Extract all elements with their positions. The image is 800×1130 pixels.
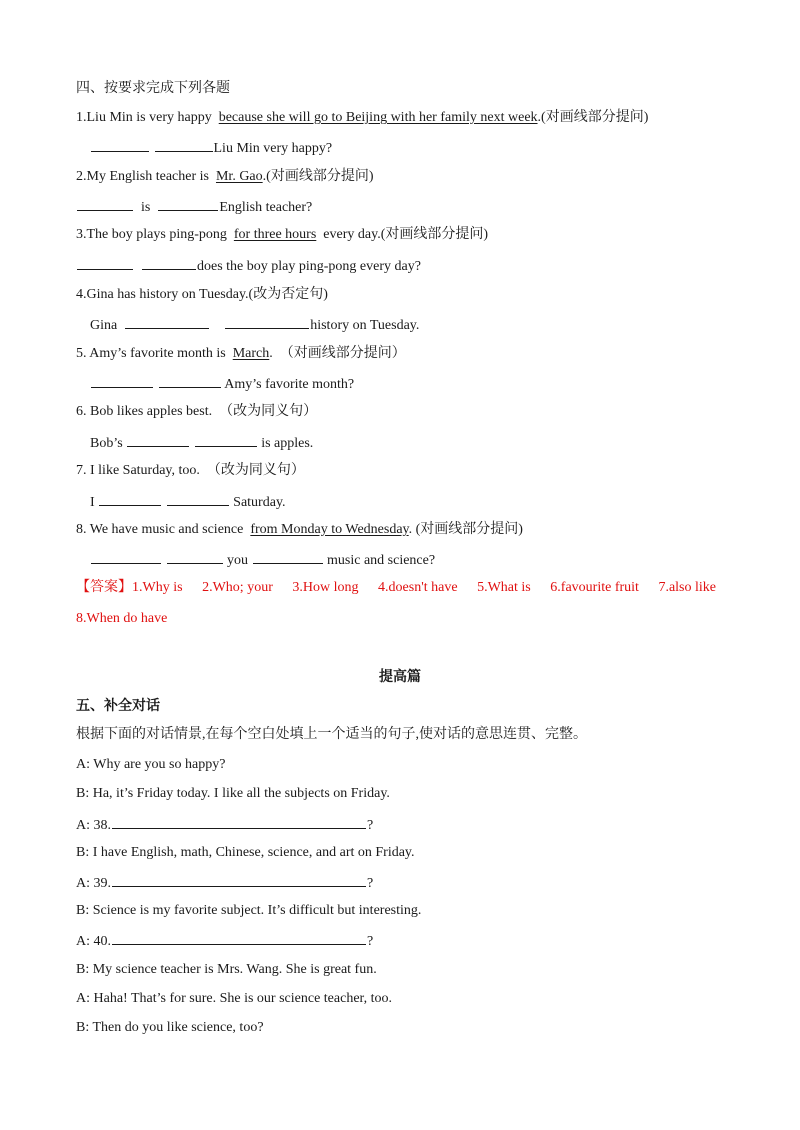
q1-underlined: because she will go to Beijing with her family next week xyxy=(218,110,538,125)
blank[interactable] xyxy=(167,549,223,564)
blank[interactable] xyxy=(91,137,149,152)
q3-answer-text: does the boy play ping-pong every day? xyxy=(197,259,421,274)
answer-key-item-8: 8.When do have xyxy=(76,611,168,626)
question-7: 7. I like Saturday, too. （改为同义句） xyxy=(76,463,305,478)
question-5 xyxy=(76,344,406,364)
q1-text: 1.Liu Min is very happy xyxy=(76,110,219,125)
q3-text: 3.The boy plays ping-pong xyxy=(76,227,234,242)
answer-key-item-4: 4.doesn't have xyxy=(378,580,458,595)
answer-key-item-3: 3.How long xyxy=(292,580,359,595)
blank[interactable] xyxy=(77,255,133,270)
dialogue-line-1: A: Why are you so happy? xyxy=(76,757,226,772)
answer-blank-39[interactable] xyxy=(112,872,366,887)
dialogue-line-39: A: 39. ? xyxy=(76,872,373,894)
dialogue-line-2: B: Ha, it’s Friday today. I like all the subjects on Friday. xyxy=(76,786,390,801)
q3-answer-line xyxy=(76,255,421,277)
blank[interactable] xyxy=(91,549,161,564)
blank[interactable] xyxy=(142,255,196,270)
q8-underlined: from Monday to Wednesday xyxy=(250,522,409,537)
blank[interactable] xyxy=(195,432,257,447)
answer-key-item-5: 5.What is xyxy=(477,580,531,595)
q5-answer-line xyxy=(90,373,354,395)
blank[interactable] xyxy=(167,491,229,506)
blank[interactable] xyxy=(155,137,213,152)
question-6: 6. Bob likes apples best. （改为同义句） xyxy=(76,404,318,419)
answer-blank-40[interactable] xyxy=(112,930,366,945)
dialogue-line-8: B: My science teacher is Mrs. Wang. She is great fun. xyxy=(76,962,377,977)
answer-blank-38[interactable] xyxy=(112,814,366,829)
section5-instruction: 根据下面的对话情景,在每个空白处填上一个适当的句子,使对话的意思连贯、完整。 xyxy=(76,727,587,742)
q5-answer-text: Amy’s favorite month? xyxy=(224,377,355,392)
q7-start: I xyxy=(90,495,95,510)
q5-instruction: . （对画线部分提问） xyxy=(269,346,406,361)
q1-instruction: .(对画线部分提问) xyxy=(537,110,649,125)
answer-key-item-2: 2.Who; your xyxy=(202,580,273,595)
blank[interactable] xyxy=(91,373,153,388)
blank[interactable] xyxy=(225,314,309,329)
q7-answer-line xyxy=(90,491,286,513)
q2-instruction: .(对画线部分提问) xyxy=(262,169,374,184)
blank[interactable] xyxy=(253,549,323,564)
q8-answer-text: music and science? xyxy=(327,553,436,568)
answer-key-item-1: 【答案】1.Why is xyxy=(76,580,183,595)
section4-heading: 四、按要求完成下列各题 xyxy=(76,81,230,96)
answer-key-item-7: 7.also like xyxy=(658,580,716,595)
blank[interactable] xyxy=(77,196,133,211)
q8-instruction: . (对画线部分提问) xyxy=(408,522,523,537)
q2-text: 2.My English teacher is xyxy=(76,169,216,184)
q6-answer-line xyxy=(90,432,313,454)
q4-answer-text: history on Tuesday. xyxy=(310,318,420,333)
q1-answer-line xyxy=(90,137,332,159)
q2-mid-word: is xyxy=(141,200,151,215)
question-1 xyxy=(76,108,648,128)
q2-answer-text: English teacher? xyxy=(219,200,313,215)
question-8 xyxy=(76,520,523,540)
section-title: 提高篇 xyxy=(379,670,421,685)
q6-answer-text: is apples. xyxy=(261,436,314,451)
q5-text: 5. Amy’s favorite month is xyxy=(76,346,233,361)
q8-mid-word: you xyxy=(227,553,248,568)
q2-underlined: Mr. Gao xyxy=(215,169,263,184)
q2-answer-line xyxy=(76,196,312,218)
dialogue-line-38: A: 38. ? xyxy=(76,814,373,836)
answer-key xyxy=(76,578,716,598)
answer-key-item-6: 6.favourite fruit xyxy=(550,580,639,595)
question-3 xyxy=(76,225,488,245)
blank[interactable] xyxy=(99,491,161,506)
q1-answer-text: Liu Min very happy? xyxy=(213,141,333,156)
question-2 xyxy=(76,167,373,187)
q7-answer-text: Saturday. xyxy=(233,495,286,510)
q6-start: Bob’s xyxy=(90,436,123,451)
dialogue-line-6: B: Science is my favorite subject. It’s difficult but interesting. xyxy=(76,903,422,918)
q3-underlined: for three hours xyxy=(233,227,317,242)
blank[interactable] xyxy=(127,432,189,447)
question-4: 4.Gina has history on Tuesday.(改为否定句) xyxy=(76,287,328,302)
blank[interactable] xyxy=(158,196,218,211)
q8-text: 8. We have music and science xyxy=(76,522,251,537)
q8-answer-line xyxy=(90,549,435,571)
q4-start: Gina xyxy=(90,318,118,333)
dialogue-line-10: B: Then do you like science, too? xyxy=(76,1020,264,1035)
blank[interactable] xyxy=(159,373,221,388)
q3-instruction: every day.(对画线部分提问) xyxy=(316,227,489,242)
answer-key-label: 【答案】 xyxy=(76,580,132,595)
blank[interactable] xyxy=(125,314,209,329)
q5-underlined: March xyxy=(232,346,270,361)
q4-answer-line xyxy=(90,314,419,336)
dialogue-line-40: A: 40. ? xyxy=(76,930,373,952)
section5-heading: 五、补全对话 xyxy=(76,699,160,714)
dialogue-line-4: B: I have English, math, Chinese, science, and art on Friday. xyxy=(76,845,415,860)
dialogue-line-9: A: Haha! That’s for sure. She is our science teacher, too. xyxy=(76,991,393,1006)
